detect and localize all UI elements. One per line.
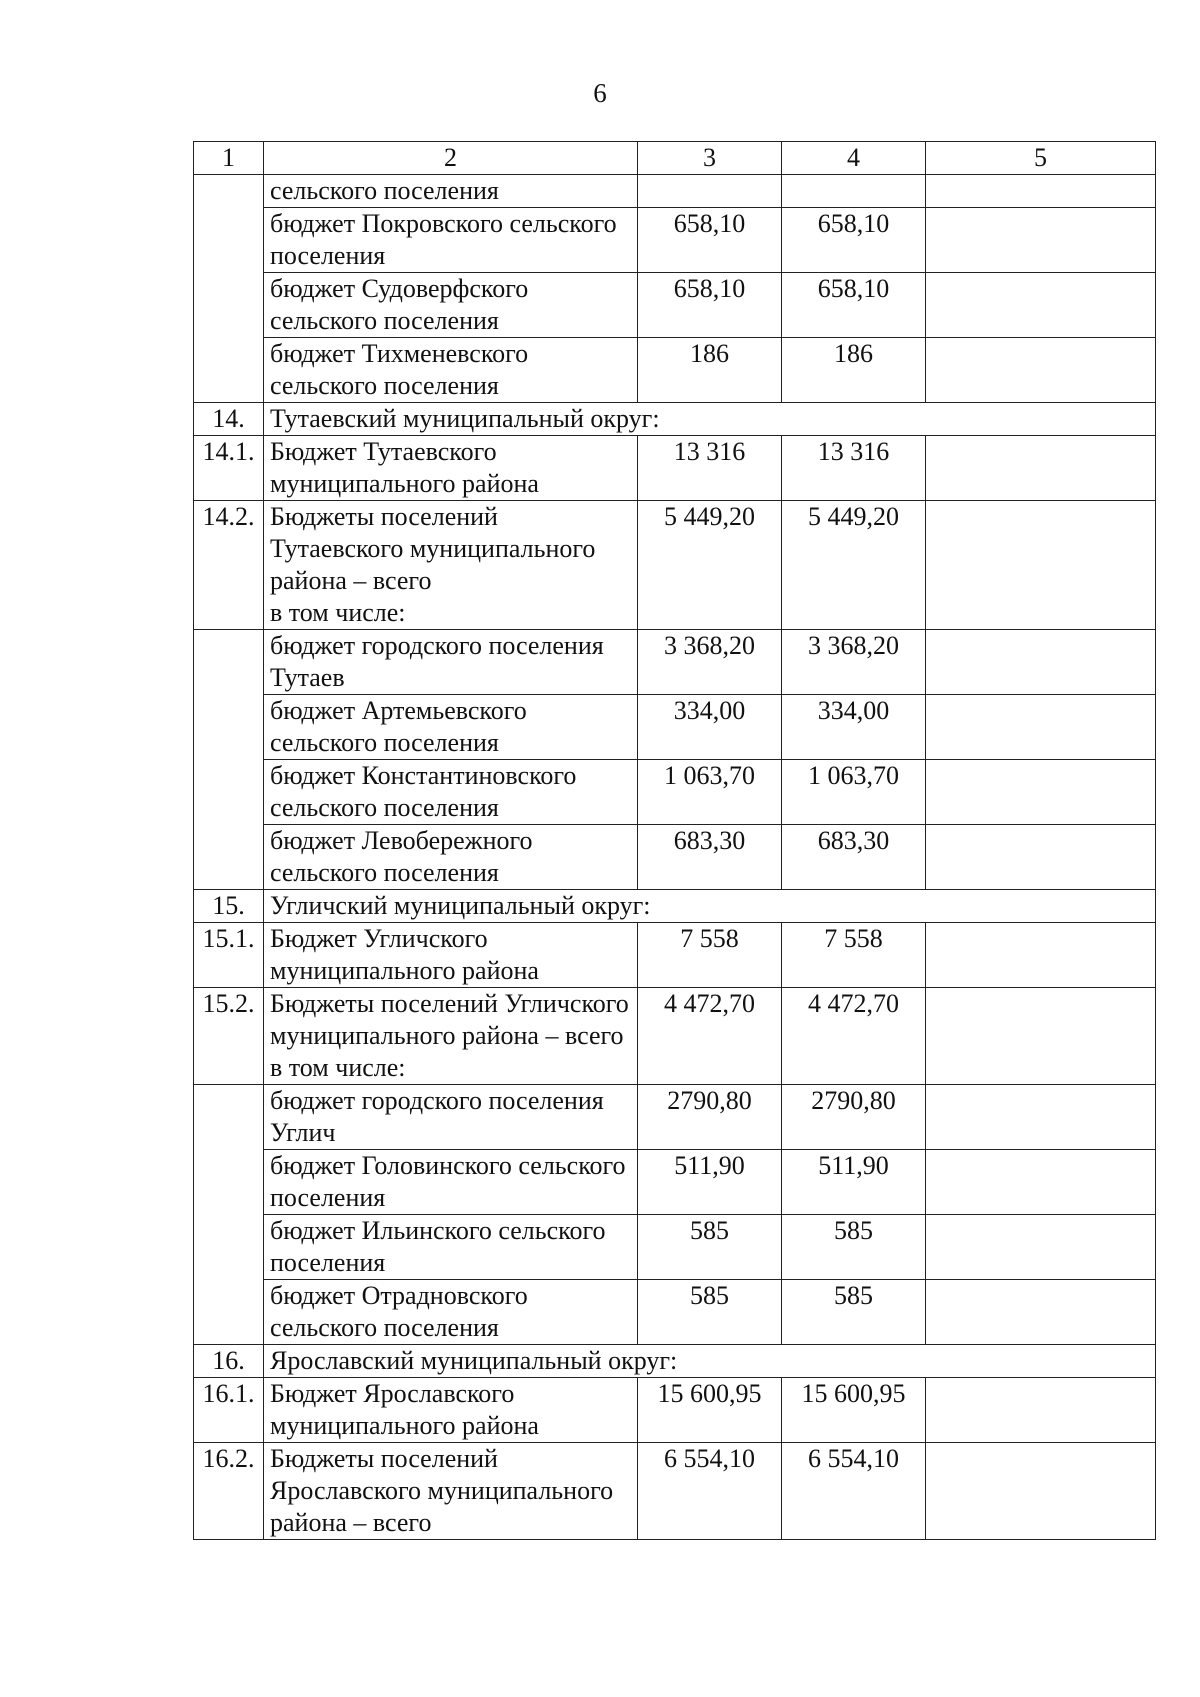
amount-col4-cell: 3 368,20 <box>782 630 926 695</box>
item-row <box>194 501 1156 630</box>
budget-name-cell: бюджет городского поселения Тутаев <box>264 630 638 695</box>
budget-name-cell: бюджет Левобережного сельского поселения <box>264 825 638 890</box>
row-number-cell: 15.1. <box>194 923 264 988</box>
amount-col4-cell: 334,00 <box>782 695 926 760</box>
col5-cell <box>926 760 1156 825</box>
col5-cell <box>926 1443 1156 1540</box>
sub-row <box>194 1150 1156 1215</box>
column-header: 5 <box>926 142 1156 175</box>
section-title-cell: Тутаевский муниципальный округ: <box>264 403 1156 436</box>
column-header: 3 <box>638 142 782 175</box>
col5-cell <box>926 1215 1156 1280</box>
amount-col3-cell: 15 600,95 <box>638 1378 782 1443</box>
amount-col4-cell <box>782 175 926 208</box>
amount-col4-cell: 683,30 <box>782 825 926 890</box>
amount-col3-cell <box>638 175 782 208</box>
budget-name-cell: бюджет Отрадновского сельского поселения <box>264 1280 638 1345</box>
amount-col4-cell: 6 554,10 <box>782 1443 926 1540</box>
item-row <box>194 1378 1156 1443</box>
amount-col4-cell: 13 316 <box>782 436 926 501</box>
budget-name-cell: бюджет Головинского сельского поселения <box>264 1150 638 1215</box>
col5-cell <box>926 1280 1156 1345</box>
row-number-cell: 14.2. <box>194 501 264 630</box>
section-row <box>194 1345 1156 1378</box>
col5-cell <box>926 923 1156 988</box>
row-number-cell: 15. <box>194 890 264 923</box>
col5-cell <box>926 695 1156 760</box>
budget-name-cell: Бюджеты поселений Тутаевского муниципального района – всего в том числе: <box>264 501 638 630</box>
item-row <box>194 988 1156 1085</box>
page-number: 6 <box>593 78 607 108</box>
amount-col4-cell: 658,10 <box>782 208 926 273</box>
sub-row <box>194 825 1156 890</box>
col5-cell <box>926 825 1156 890</box>
item-row <box>194 436 1156 501</box>
amount-col4-cell: 7 558 <box>782 923 926 988</box>
row-number-cell <box>194 695 264 760</box>
amount-col3-cell: 5 449,20 <box>638 501 782 630</box>
amount-col3-cell: 13 316 <box>638 436 782 501</box>
table-body <box>194 175 1156 1540</box>
budget-name-cell: бюджет Константиновского сельского поселения <box>264 760 638 825</box>
amount-col4-cell: 2790,80 <box>782 1085 926 1150</box>
amount-col3-cell: 658,10 <box>638 208 782 273</box>
section-title-cell: Угличский муниципальный округ: <box>264 890 1156 923</box>
budget-name-cell: бюджет Покровского сельского поселения <box>264 208 638 273</box>
amount-col3-cell: 2790,80 <box>638 1085 782 1150</box>
row-number-cell: 16. <box>194 1345 264 1378</box>
col5-cell <box>926 1085 1156 1150</box>
item-row <box>194 1443 1156 1540</box>
row-number-cell <box>194 208 264 273</box>
amount-col3-cell: 334,00 <box>638 695 782 760</box>
budget-name-cell: бюджет Артемьевского сельского поселения <box>264 695 638 760</box>
col5-cell <box>926 501 1156 630</box>
amount-col3-cell: 585 <box>638 1215 782 1280</box>
section-title-cell: Ярославский муниципальный округ: <box>264 1345 1156 1378</box>
amount-col4-cell: 15 600,95 <box>782 1378 926 1443</box>
col5-cell <box>926 1150 1156 1215</box>
amount-col3-cell: 4 472,70 <box>638 988 782 1085</box>
column-header: 1 <box>194 142 264 175</box>
sub-row <box>194 1215 1156 1280</box>
budget-name-cell: Бюджет Угличского муниципального района <box>264 923 638 988</box>
row-number-cell <box>194 1280 264 1345</box>
amount-col4-cell: 186 <box>782 338 926 403</box>
section-row <box>194 403 1156 436</box>
item-row <box>194 923 1156 988</box>
sub-row <box>194 695 1156 760</box>
budget-table <box>193 141 1156 1540</box>
amount-col3-cell: 186 <box>638 338 782 403</box>
col5-cell <box>926 630 1156 695</box>
row-number-cell: 16.1. <box>194 1378 264 1443</box>
budget-name-cell: бюджет Судоверфского сельского поселения <box>264 273 638 338</box>
amount-col4-cell: 585 <box>782 1215 926 1280</box>
amount-col4-cell: 658,10 <box>782 273 926 338</box>
row-number-cell: 15.2. <box>194 988 264 1085</box>
section-row <box>194 890 1156 923</box>
budget-name-cell: Бюджеты поселений Ярославского муниципального района – всего <box>264 1443 638 1540</box>
amount-col3-cell: 511,90 <box>638 1150 782 1215</box>
column-header: 2 <box>264 142 638 175</box>
col5-cell <box>926 175 1156 208</box>
budget-name-cell: сельского поселения <box>264 175 638 208</box>
sub-row <box>194 1085 1156 1150</box>
col5-cell <box>926 436 1156 501</box>
row-number-cell <box>194 1085 264 1150</box>
amount-col3-cell: 1 063,70 <box>638 760 782 825</box>
col5-cell <box>926 338 1156 403</box>
sub-row <box>194 175 1156 208</box>
amount-col3-cell: 683,30 <box>638 825 782 890</box>
budget-name-cell: бюджет городского поселения Углич <box>264 1085 638 1150</box>
row-number-cell: 16.2. <box>194 1443 264 1540</box>
amount-col4-cell: 4 472,70 <box>782 988 926 1085</box>
row-number-cell <box>194 760 264 825</box>
budget-name-cell: бюджет Тихменевского сельского поселения <box>264 338 638 403</box>
amount-col4-cell: 5 449,20 <box>782 501 926 630</box>
row-number-cell: 14.1. <box>194 436 264 501</box>
row-number-cell <box>194 338 264 403</box>
budget-name-cell: Бюджеты поселений Угличского муниципального района – всего в том числе: <box>264 988 638 1085</box>
amount-col3-cell: 6 554,10 <box>638 1443 782 1540</box>
budget-name-cell: Бюджет Тутаевского муниципального района <box>264 436 638 501</box>
sub-row <box>194 1280 1156 1345</box>
row-number-cell <box>194 273 264 338</box>
row-number-cell <box>194 630 264 695</box>
sub-row <box>194 273 1156 338</box>
amount-col3-cell: 3 368,20 <box>638 630 782 695</box>
sub-row <box>194 630 1156 695</box>
budget-name-cell: Бюджет Ярославского муниципального района <box>264 1378 638 1443</box>
amount-col4-cell: 585 <box>782 1280 926 1345</box>
amount-col4-cell: 511,90 <box>782 1150 926 1215</box>
column-number-row <box>194 142 1156 175</box>
col5-cell <box>926 273 1156 338</box>
column-header: 4 <box>782 142 926 175</box>
row-number-cell <box>194 1150 264 1215</box>
sub-row <box>194 760 1156 825</box>
col5-cell <box>926 1378 1156 1443</box>
budget-name-cell: бюджет Ильинского сельского поселения <box>264 1215 638 1280</box>
row-number-cell: 14. <box>194 403 264 436</box>
row-number-cell <box>194 175 264 208</box>
amount-col3-cell: 585 <box>638 1280 782 1345</box>
col5-cell <box>926 208 1156 273</box>
sub-row <box>194 338 1156 403</box>
sub-row <box>194 208 1156 273</box>
col5-cell <box>926 988 1156 1085</box>
row-number-cell <box>194 825 264 890</box>
amount-col3-cell: 658,10 <box>638 273 782 338</box>
amount-col3-cell: 7 558 <box>638 923 782 988</box>
amount-col4-cell: 1 063,70 <box>782 760 926 825</box>
row-number-cell <box>194 1215 264 1280</box>
